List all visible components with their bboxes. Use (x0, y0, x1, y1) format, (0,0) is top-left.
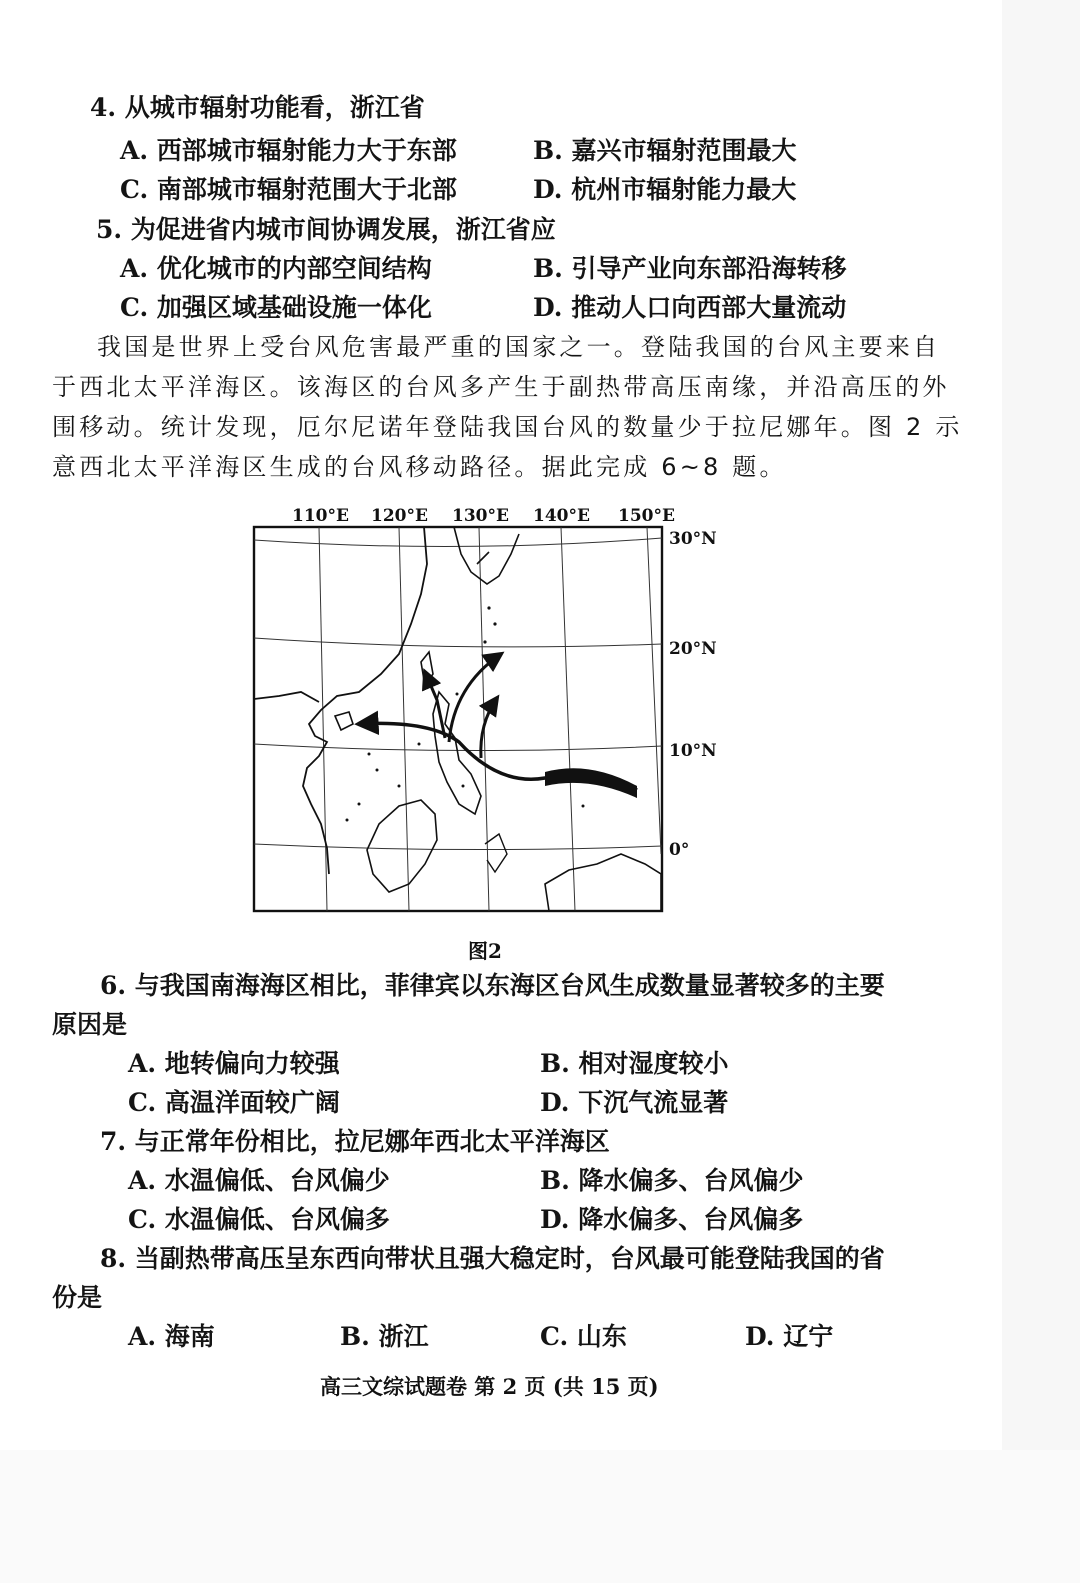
passage-line-4: 意西北太平洋海区生成的台风移动路径。据此完成 6~8 题。 (52, 453, 787, 481)
q5-stem: 5. 为促进省内城市间协调发展，浙江省应 (96, 215, 556, 244)
q6-option-a: A. 地转偏向力较强 (128, 1049, 340, 1078)
lat-label-20n: 20°N (669, 639, 717, 659)
q5-option-c: C. 加强区域基础设施一体化 (120, 293, 432, 322)
q5-option-d: D. 推动人口向西部大量流动 (533, 293, 847, 322)
q5-option-a: A. 优化城市的内部空间结构 (120, 254, 432, 283)
q8-stem-line-1: 8. 当副热带高压呈东西向带状且强大稳定时，台风最可能登陆我国的省 (100, 1244, 885, 1273)
lon-label-150: 150°E (618, 506, 675, 526)
lat-label-10n: 10°N (669, 741, 717, 761)
q8-option-a: A. 海南 (128, 1322, 215, 1351)
q7-option-b: B. 降水偏多、台风偏少 (540, 1166, 804, 1195)
passage-line-2: 于西北太平洋海区。该海区的台风多产生于副热带高压南缘，并沿高压的外 (52, 373, 950, 401)
q7-stem: 7. 与正常年份相比，拉尼娜年西北太平洋海区 (100, 1127, 610, 1156)
q6-option-c: C. 高温洋面较广阔 (128, 1088, 340, 1117)
lon-label-110: 110°E (292, 506, 349, 526)
q4-stem: 4. 从城市辐射功能看，浙江省 (90, 93, 425, 122)
scan-bottom-margin (0, 1450, 1080, 1583)
q5-option-b: B. 引导产业向东部沿海转移 (533, 254, 847, 283)
q4-option-c: C. 南部城市辐射范围大于北部 (120, 175, 457, 204)
q6-stem-line-2: 原因是 (52, 1010, 128, 1039)
page-footer: 高三文综试题卷 第 2 页 (共 15 页) (320, 1374, 659, 1399)
lon-label-120: 120°E (371, 506, 428, 526)
passage-line-1: 我国是世界上受台风危害最严重的国家之一。登陆我国的台风主要来自 (97, 333, 941, 361)
q7-option-d: D. 降水偏多、台风偏多 (540, 1205, 804, 1234)
q8-option-d: D. 辽宁 (745, 1322, 834, 1351)
q6-stem-line-1: 6. 与我国南海海区相比，菲律宾以东海区台风生成数量显著较多的主要 (100, 971, 885, 1000)
map-frame (254, 527, 662, 911)
lon-label-140: 140°E (533, 506, 590, 526)
q7-option-c: C. 水温偏低、台风偏多 (128, 1205, 390, 1234)
q6-option-d: D. 下沉气流显著 (540, 1088, 729, 1117)
q8-option-c: C. 山东 (540, 1322, 627, 1351)
typhoon-path-map (249, 524, 669, 916)
q4-option-a: A. 西部城市辐射能力大于东部 (120, 136, 457, 165)
lat-label-0: 0° (669, 840, 690, 860)
q6-option-b: B. 相对湿度较小 (540, 1049, 729, 1078)
lon-label-130: 130°E (452, 506, 509, 526)
lat-label-30n: 30°N (669, 529, 717, 549)
scan-edge-shadow (1002, 0, 1080, 1583)
q8-option-b: B. 浙江 (340, 1322, 429, 1351)
q8-stem-line-2: 份是 (52, 1283, 103, 1312)
q4-option-b: B. 嘉兴市辐射范围最大 (533, 136, 797, 165)
q4-option-d: D. 杭州市辐射能力最大 (533, 175, 797, 204)
figure-caption: 图2 (468, 939, 502, 963)
passage-line-3: 围移动。统计发现，厄尔尼诺年登陆我国台风的数量少于拉尼娜年。图 2 示 (52, 413, 963, 441)
q7-option-a: A. 水温偏低、台风偏少 (128, 1166, 390, 1195)
